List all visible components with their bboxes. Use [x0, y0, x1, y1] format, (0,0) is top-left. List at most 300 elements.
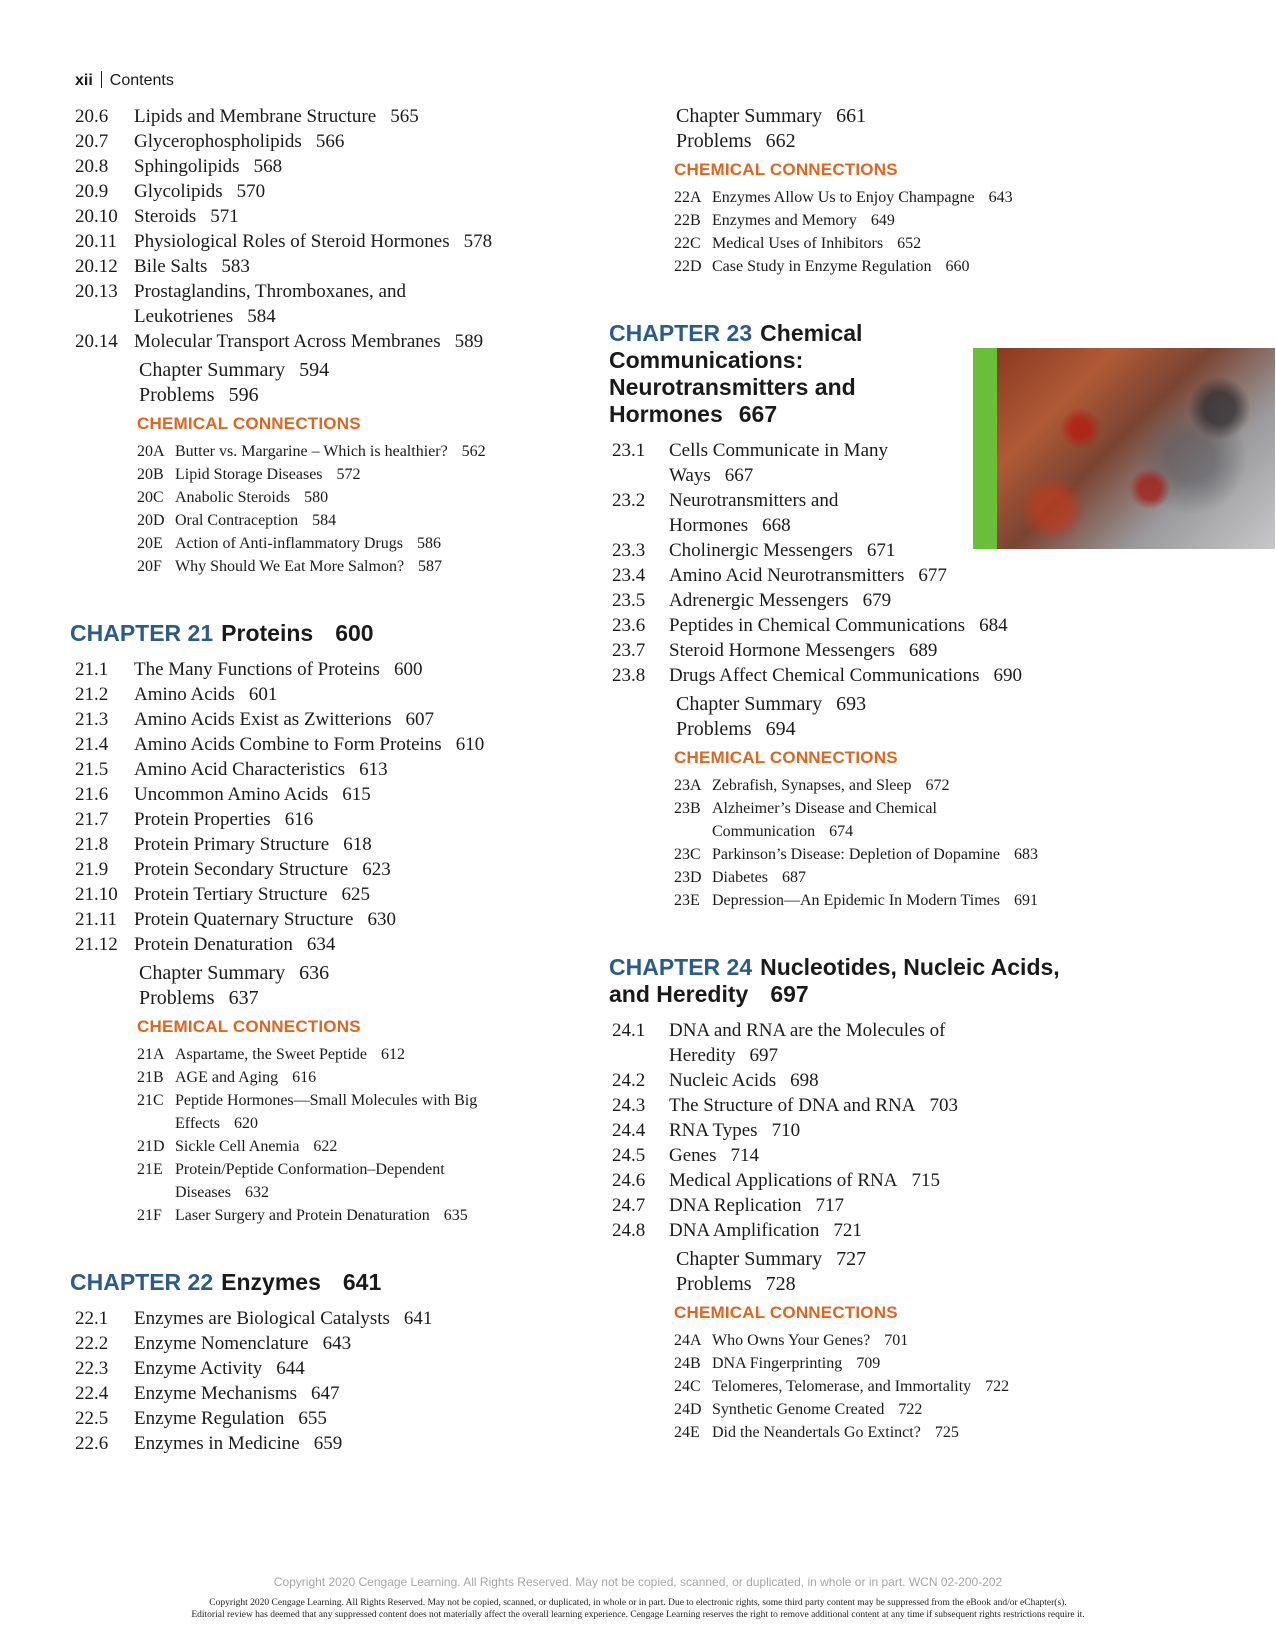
- section-title: Peptides in Chemical Communications: [669, 615, 966, 636]
- connection-code: 21C: [137, 1092, 164, 1109]
- connection-page: 584: [312, 512, 337, 529]
- toc-section: [75, 1406, 575, 1431]
- connection-code: 21F: [137, 1207, 162, 1224]
- section-number: 20.6: [75, 106, 109, 127]
- connection-title: Synthetic Genome Created: [712, 1401, 885, 1418]
- neuron-micrograph-photo: [973, 348, 1275, 549]
- section-page: 578: [463, 231, 493, 252]
- section-number: 21.5: [75, 759, 109, 780]
- connection-page: 725: [934, 1424, 959, 1441]
- chemical-connections-heading: CHEMICAL CONNECTIONS: [674, 748, 898, 767]
- connection-page: 722: [985, 1378, 1010, 1395]
- connection-item: [612, 1421, 1272, 1444]
- connection-code: 20E: [137, 535, 163, 552]
- section-page: 616: [284, 809, 314, 830]
- section-title: Amino Acid Neurotransmitters: [669, 565, 905, 586]
- connection-title: Medical Uses of Inhibitors: [712, 235, 884, 252]
- section-page: 677: [918, 565, 947, 586]
- toc-section: [612, 1068, 1272, 1093]
- chapter-problems: [75, 383, 575, 408]
- connection-code: 24E: [674, 1424, 700, 1441]
- connection-title: Laser Surgery and Protein Denaturation: [175, 1207, 430, 1224]
- section-title: Nucleic Acids: [669, 1070, 777, 1091]
- connection-code: 24A: [674, 1332, 702, 1349]
- section-number: 24.7: [612, 1195, 646, 1216]
- connection-code: 24C: [674, 1378, 701, 1395]
- section-page: 714: [730, 1145, 759, 1166]
- connection-item: [75, 1043, 575, 1066]
- connection-title: Oral Contraception: [175, 512, 299, 529]
- connection-page: 562: [461, 443, 486, 460]
- section-title: Bile Salts: [134, 256, 208, 277]
- connection-page: 683: [1013, 846, 1038, 863]
- section-title: RNA Types: [669, 1120, 758, 1141]
- photo-accent-bar: [973, 348, 997, 549]
- chapter-title: Chemical Communications: Neurotransmitters and Hormones: [609, 320, 863, 427]
- connection-code: 23D: [674, 869, 702, 886]
- section-number: 20.14: [75, 331, 118, 352]
- section-number: 23.2: [612, 490, 646, 511]
- chapter-problems: [75, 986, 575, 1011]
- section-title: Amino Acids: [134, 684, 235, 705]
- section-page: 641: [403, 1308, 433, 1329]
- section-number: 22.2: [75, 1333, 109, 1354]
- chapter-title: Enzymes: [221, 1269, 321, 1295]
- section-title: Medical Applications of RNA: [669, 1170, 898, 1191]
- connection-title: Peptide Hormones—Small Molecules with Big Effects: [175, 1092, 478, 1132]
- header-title: Contents: [109, 72, 174, 89]
- connection-code: 24D: [674, 1401, 702, 1418]
- connection-item: [75, 1158, 517, 1204]
- section-page: 698: [790, 1070, 819, 1091]
- section-title: Neurotransmitters and Hormones: [669, 490, 839, 536]
- toc-section: [75, 279, 475, 329]
- problems-page: 694: [765, 718, 796, 740]
- connection-code: 21A: [137, 1046, 165, 1063]
- connection-page: 652: [897, 235, 922, 252]
- chapter-summary: [612, 104, 1272, 129]
- section-page: 715: [911, 1170, 940, 1191]
- connection-page: 572: [336, 466, 361, 483]
- connection-item: [612, 232, 1272, 255]
- section-title: Molecular Transport Across Membranes: [134, 331, 441, 352]
- section-number: 23.1: [612, 440, 646, 461]
- toc-section: [75, 907, 575, 932]
- connection-item: [75, 1204, 575, 1227]
- section-page: 623: [362, 859, 391, 880]
- section-title: Drugs Affect Chemical Communications: [669, 665, 980, 686]
- chapter-21-heading: [70, 620, 575, 647]
- left-column: [70, 104, 575, 1456]
- connection-item: [75, 1135, 575, 1158]
- summary-page: 594: [299, 359, 330, 381]
- chapter-22-heading: [70, 1269, 575, 1296]
- connection-page: 722: [898, 1401, 923, 1418]
- connection-item: [612, 774, 1272, 797]
- connection-code: 24B: [674, 1355, 701, 1372]
- section-number: 20.8: [75, 156, 109, 177]
- section-title: Enzymes are Biological Catalysts: [134, 1308, 390, 1329]
- toc-section: [75, 1306, 575, 1331]
- summary-page: 661: [836, 105, 867, 127]
- section-page: 644: [276, 1358, 305, 1379]
- connection-item: [75, 440, 575, 463]
- section-title: Enzyme Activity: [134, 1358, 263, 1379]
- section-number: 24.3: [612, 1095, 646, 1116]
- toc-section: [75, 857, 575, 882]
- chapter-page: 667: [738, 401, 778, 427]
- toc-section: [75, 229, 575, 254]
- section-number: 21.11: [75, 909, 118, 930]
- connection-title: Lipid Storage Diseases: [175, 466, 323, 483]
- section-number: 20.7: [75, 131, 109, 152]
- section-page: 571: [210, 206, 239, 227]
- copyright-watermark: Copyright 2020 Cengage Learning. All Rights Reserved. May not be copied, scanned, or duplicated, in whole or in part. WCN 02-200-202: [273, 1575, 1003, 1589]
- section-title: DNA and RNA are the Molecules of Heredity: [669, 1020, 946, 1066]
- section-page: 697: [749, 1045, 778, 1066]
- section-number: 24.5: [612, 1145, 646, 1166]
- copyright-legal: [0, 1597, 1276, 1621]
- section-number: 24.8: [612, 1220, 646, 1241]
- section-title: Sphingolipids: [134, 156, 240, 177]
- chapter-summary: [75, 961, 575, 986]
- section-page: 625: [341, 884, 371, 905]
- toc-section: [612, 438, 932, 488]
- connection-page: 620: [234, 1115, 259, 1132]
- toc-section: [75, 204, 575, 229]
- section-page: 690: [993, 665, 1022, 686]
- section-page: 607: [405, 709, 435, 730]
- toc-section: [75, 179, 575, 204]
- problems-page: 728: [765, 1273, 796, 1295]
- section-page: 630: [367, 909, 396, 930]
- section-page: 643: [322, 1333, 352, 1354]
- connection-item: [75, 463, 575, 486]
- chapter-problems: [612, 129, 1272, 154]
- section-page: 710: [771, 1120, 801, 1141]
- section-number: 23.4: [612, 565, 646, 586]
- section-title: Cells Communicate in Many Ways: [669, 440, 889, 486]
- section-page: 583: [221, 256, 250, 277]
- section-number: 20.10: [75, 206, 118, 227]
- chapter-title: Proteins: [221, 620, 314, 646]
- section-number: 22.5: [75, 1408, 109, 1429]
- section-number: 21.6: [75, 784, 109, 805]
- section-number: 22.6: [75, 1433, 109, 1454]
- section-number: 23.7: [612, 640, 646, 661]
- chapter-23-heading: [609, 320, 909, 428]
- connection-code: 20B: [137, 466, 164, 483]
- section-title: Lipids and Membrane Structure: [134, 106, 377, 127]
- connection-item: [612, 1329, 1272, 1352]
- connection-code: 22D: [674, 258, 702, 275]
- section-title: DNA Replication: [669, 1195, 802, 1216]
- connection-item: [612, 1352, 1272, 1375]
- section-title: Protein Quaternary Structure: [134, 909, 354, 930]
- section-number: 21.12: [75, 934, 118, 955]
- connection-title: Case Study in Enzyme Regulation: [712, 258, 932, 275]
- connection-page: 587: [418, 558, 443, 575]
- connection-page: 687: [781, 869, 806, 886]
- section-page: 566: [315, 131, 345, 152]
- summary-page: 693: [836, 693, 867, 715]
- section-number: 23.8: [612, 665, 646, 686]
- section-number: 21.2: [75, 684, 109, 705]
- section-title: Amino Acid Characteristics: [134, 759, 346, 780]
- connection-code: 23C: [674, 846, 701, 863]
- connection-page: 709: [856, 1355, 881, 1372]
- summary-page: 636: [299, 962, 330, 984]
- connection-code: 20C: [137, 489, 164, 506]
- chemical-connections-heading: CHEMICAL CONNECTIONS: [137, 414, 361, 433]
- connection-title: Why Should We Eat More Salmon?: [175, 558, 405, 575]
- section-title: The Structure of DNA and RNA: [669, 1095, 916, 1116]
- chapter-label: CHAPTER 23: [609, 320, 753, 346]
- section-number: 22.4: [75, 1383, 109, 1404]
- section-number: 24.6: [612, 1170, 646, 1191]
- connection-item: [75, 555, 575, 578]
- section-title: Protein Denaturation: [134, 934, 293, 955]
- connection-title: Parkinson’s Disease: Depletion of Dopamine: [712, 846, 1000, 863]
- connection-code: 20F: [137, 558, 162, 575]
- section-page: 671: [866, 540, 896, 561]
- summary-label: Chapter Summary: [139, 359, 286, 381]
- connection-title: Did the Neandertals Go Extinct?: [712, 1424, 921, 1441]
- section-title: Cholinergic Messengers: [669, 540, 853, 561]
- section-page: 615: [342, 784, 371, 805]
- toc-section: [75, 1331, 575, 1356]
- connection-item: [75, 532, 575, 555]
- chemical-connections-heading: CHEMICAL CONNECTIONS: [674, 160, 898, 179]
- section-page: 568: [253, 156, 283, 177]
- toc-section: [75, 657, 575, 682]
- section-page: 613: [359, 759, 388, 780]
- right-column: [609, 104, 1272, 1444]
- chapter-summary: [612, 1247, 1272, 1272]
- section-page: 601: [248, 684, 278, 705]
- connection-page: 635: [443, 1207, 468, 1224]
- toc-section: [75, 882, 575, 907]
- problems-label: Problems: [676, 1273, 752, 1295]
- section-number: 21.10: [75, 884, 118, 905]
- chapter-summary: [612, 692, 1272, 717]
- connection-title: Sickle Cell Anemia: [175, 1138, 300, 1155]
- connection-code: 23E: [674, 892, 700, 909]
- section-page: 618: [343, 834, 372, 855]
- connection-title: Action of Anti-inflammatory Drugs: [175, 535, 403, 552]
- section-page: 634: [306, 934, 336, 955]
- section-list-ch20: [75, 104, 575, 354]
- section-number: 21.9: [75, 859, 109, 880]
- summary-label: Chapter Summary: [139, 962, 286, 984]
- connection-page: 632: [244, 1184, 269, 1201]
- chapter-label: CHAPTER 22: [70, 1269, 214, 1295]
- connection-item: [75, 1066, 575, 1089]
- connection-code: 20D: [137, 512, 165, 529]
- section-title: Uncommon Amino Acids: [134, 784, 329, 805]
- chapter-page: 697: [770, 981, 809, 1007]
- toc-section: [612, 1118, 1272, 1143]
- connection-page: 616: [292, 1069, 317, 1086]
- connection-title: Who Owns Your Genes?: [712, 1332, 871, 1349]
- section-number: 23.3: [612, 540, 646, 561]
- toc-section: [612, 1018, 1012, 1068]
- problems-label: Problems: [676, 718, 752, 740]
- connection-item: [612, 1375, 1272, 1398]
- summary-page: 727: [836, 1248, 867, 1270]
- section-number: 24.1: [612, 1020, 646, 1041]
- toc-section: [75, 732, 575, 757]
- toc-section: [612, 1218, 1272, 1243]
- section-page: 584: [247, 306, 276, 327]
- header-divider: [101, 71, 102, 88]
- problems-page: 596: [228, 384, 259, 406]
- section-title: Enzyme Regulation: [134, 1408, 285, 1429]
- section-page: 570: [236, 181, 266, 202]
- section-title: Protein Secondary Structure: [134, 859, 349, 880]
- connection-title: Depression—An Epidemic In Modern Times: [712, 892, 1000, 909]
- section-title: Amino Acids Combine to Form Proteins: [134, 734, 442, 755]
- toc-section: [612, 1168, 1272, 1193]
- section-page: 655: [298, 1408, 327, 1429]
- connection-page: 660: [945, 258, 970, 275]
- chemical-connections-heading: CHEMICAL CONNECTIONS: [137, 1017, 361, 1036]
- section-title: Amino Acids Exist as Zwitterions: [134, 709, 392, 730]
- toc-section: [75, 129, 575, 154]
- section-title: The Many Functions of Proteins: [134, 659, 380, 680]
- problems-label: Problems: [139, 384, 215, 406]
- section-page: 721: [833, 1220, 862, 1241]
- section-page: 667: [724, 465, 754, 486]
- connection-title: Telomeres, Telomerase, and Immortality: [712, 1378, 972, 1395]
- summary-label: Chapter Summary: [676, 1248, 823, 1270]
- section-title: Enzyme Nomenclature: [134, 1333, 309, 1354]
- section-title: Physiological Roles of Steroid Hormones: [134, 231, 450, 252]
- toc-section: [75, 782, 575, 807]
- problems-page: 662: [765, 130, 796, 152]
- connection-page: 674: [829, 823, 854, 840]
- section-number: 23.5: [612, 590, 646, 611]
- connection-code: 23B: [674, 800, 701, 817]
- toc-section: [75, 932, 575, 957]
- section-title: Glycerophospholipids: [134, 131, 302, 152]
- chemical-connections-heading: CHEMICAL CONNECTIONS: [674, 1303, 898, 1322]
- connection-code: 22A: [674, 189, 702, 206]
- toc-section: [75, 329, 575, 354]
- connection-item: [612, 209, 1272, 232]
- section-number: 21.4: [75, 734, 109, 755]
- connection-item: [612, 186, 1272, 209]
- section-title: DNA Amplification: [669, 1220, 820, 1241]
- section-title: Protein Primary Structure: [134, 834, 330, 855]
- toc-section: [612, 613, 1272, 638]
- connection-code: 21B: [137, 1069, 164, 1086]
- chapter-label: CHAPTER 21: [70, 620, 214, 646]
- section-number: 24.4: [612, 1120, 646, 1141]
- connection-title: Protein/Peptide Conformation–Dependent Diseases: [175, 1161, 445, 1201]
- problems-page: 637: [228, 987, 259, 1009]
- connection-page: 643: [988, 189, 1013, 206]
- section-number: 21.1: [75, 659, 109, 680]
- section-page: 689: [908, 640, 938, 661]
- chapter-summary: [75, 358, 575, 383]
- connection-page: 649: [870, 212, 895, 229]
- connection-item: [612, 255, 1272, 278]
- connection-title: Zebrafish, Synapses, and Sleep: [712, 777, 912, 794]
- toc-section: [612, 588, 1272, 613]
- connection-page: 701: [884, 1332, 909, 1349]
- legal-line: Copyright 2020 Cengage Learning. All Rights Reserved. May not be copied, scanned, or duplicated, in whole or in part. Due to electronic rights, some third party content may be suppressed from the eBook and/or eChapter(s).: [209, 1598, 1067, 1608]
- connection-code: 21E: [137, 1161, 163, 1178]
- section-number: 21.3: [75, 709, 109, 730]
- connection-item: [75, 1089, 537, 1135]
- section-title: Adrenergic Messengers: [669, 590, 849, 611]
- section-number: 22.1: [75, 1308, 109, 1329]
- chapter-page: 600: [335, 620, 374, 646]
- toc-section: [75, 104, 575, 129]
- toc-section: [75, 254, 575, 279]
- section-title: Steroid Hormone Messengers: [669, 640, 895, 661]
- section-title: Enzymes in Medicine: [134, 1433, 300, 1454]
- toc-section: [612, 663, 1272, 688]
- toc-section: [612, 638, 1272, 663]
- connection-code: 21D: [137, 1138, 165, 1155]
- connection-page: 612: [380, 1046, 405, 1063]
- toc-section: [75, 757, 575, 782]
- micrograph-image: [997, 348, 1275, 549]
- section-title: Protein Properties: [134, 809, 271, 830]
- legal-line: Editorial review has deemed that any suppressed content does not materially affect the overall learning experience. Cengage Learning reserves the right to remove additional content at any time if subsequent rights restrictions require it.: [191, 1610, 1085, 1620]
- connection-page: 672: [925, 777, 950, 794]
- connection-title: Enzymes and Memory: [712, 212, 857, 229]
- connection-page: 691: [1013, 892, 1038, 909]
- connection-page: 580: [304, 489, 329, 506]
- toc-section: [612, 1093, 1272, 1118]
- section-page: 684: [979, 615, 1008, 636]
- toc-section: [75, 682, 575, 707]
- section-page: 659: [313, 1433, 343, 1454]
- connection-item: [612, 866, 1272, 889]
- connection-title: DNA Fingerprinting: [712, 1355, 843, 1372]
- chapter-problems: [612, 1272, 1272, 1297]
- section-page: 668: [762, 515, 791, 536]
- chapter-title: Nucleotides, Nucleic Acids, and Heredity: [609, 954, 1060, 1007]
- section-number: 23.6: [612, 615, 646, 636]
- connection-page: 622: [313, 1138, 338, 1155]
- chapter-label: CHAPTER 24: [609, 954, 753, 980]
- toc-section: [612, 1143, 1272, 1168]
- connection-code: 22B: [674, 212, 701, 229]
- toc-section: [612, 563, 1272, 588]
- toc-section: [75, 832, 575, 857]
- summary-label: Chapter Summary: [676, 105, 823, 127]
- connection-code: 23A: [674, 777, 702, 794]
- section-number: 20.13: [75, 281, 118, 302]
- section-page: 717: [815, 1195, 844, 1216]
- toc-section: [75, 1356, 575, 1381]
- connection-item: [612, 843, 1272, 866]
- connection-item: [75, 486, 575, 509]
- connection-title: Anabolic Steroids: [175, 489, 291, 506]
- problems-label: Problems: [139, 987, 215, 1009]
- toc-section: [75, 1431, 575, 1456]
- toc-section: [612, 1193, 1272, 1218]
- chapter-problems: [612, 717, 1272, 742]
- connection-item: [612, 797, 964, 843]
- connection-item: [612, 1398, 1272, 1421]
- section-page: 610: [455, 734, 485, 755]
- section-number: 20.9: [75, 181, 109, 202]
